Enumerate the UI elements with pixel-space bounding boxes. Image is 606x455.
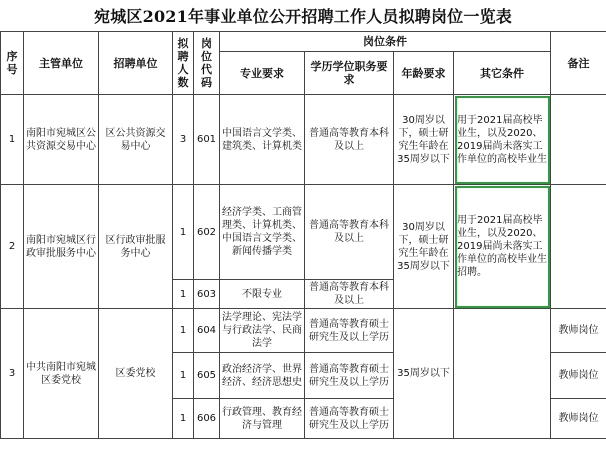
cell-edu[interactable]: 普通高等教育本科及以上 (305, 95, 394, 185)
cell-dept[interactable]: 中共南阳市宛城区委党校 (24, 309, 99, 439)
cell-seq[interactable]: 2 (1, 185, 24, 309)
cell-note[interactable]: 教师岗位 (551, 309, 606, 353)
header-other: 其它条件 (454, 52, 551, 95)
cell-age[interactable]: 30周岁以下，硕士研究生年龄在35周岁以下 (394, 95, 454, 185)
header-note: 备注 (551, 32, 606, 95)
table-row[interactable] (1, 309, 606, 353)
cell-code[interactable]: 606 (194, 399, 220, 439)
cell-unit[interactable]: 区行政审批服务中心 (99, 185, 173, 309)
cell-code[interactable]: 603 (194, 280, 220, 309)
header-unit: 招聘单位 (99, 32, 173, 95)
cell-unit[interactable]: 区委党校 (99, 309, 173, 439)
header-code: 岗位代码 (194, 32, 220, 95)
cell-major[interactable]: 法学理论、宪法学与行政法学、民商法学 (220, 309, 305, 353)
header-row-1 (1, 32, 606, 52)
cell-other[interactable]: 用于2021届高校毕业生，以及2020、2019届尚未落实工作单位的高校毕业生招聘。 (454, 185, 551, 309)
header-age: 年龄要求 (394, 52, 454, 95)
cell-major[interactable]: 行政管理、教育经济与管理 (220, 399, 305, 439)
cell-dept[interactable]: 南阳市宛城区行政审批服务中心 (24, 185, 99, 309)
header-edu: 学历学位职务要求 (305, 52, 394, 95)
page-title: 宛城区2021年事业单位公开招聘工作人员拟聘岗位一览表 (94, 7, 512, 26)
header-major: 专业要求 (220, 52, 305, 95)
cell-major[interactable]: 中国语言文学类、建筑类、计算机类 (220, 95, 305, 185)
cell-edu[interactable]: 普通高等教育本科及以上 (305, 185, 394, 280)
cell-age[interactable]: 35周岁以下 (394, 309, 454, 439)
table-row[interactable] (1, 185, 606, 280)
cell-note[interactable] (551, 95, 606, 185)
cell-unit[interactable]: 区公共资源交易中心 (99, 95, 173, 185)
cell-major[interactable]: 不限专业 (220, 280, 305, 309)
cell-count[interactable]: 1 (173, 280, 194, 309)
cell-code[interactable]: 605 (194, 353, 220, 399)
cell-major[interactable]: 政治经济学、世界经济、经济思想史 (220, 353, 305, 399)
header-dept: 主管单位 (24, 32, 99, 95)
cell-edu[interactable]: 普通高等教育硕士研究生及以上学历 (305, 399, 394, 439)
cell-seq[interactable]: 3 (1, 309, 24, 439)
header-conditions: 岗位条件 (220, 32, 551, 52)
header-seq: 序号 (1, 32, 24, 95)
cell-age[interactable]: 30周岁以下，硕士研究生年龄在35周岁以下 (394, 185, 454, 309)
cell-note[interactable]: 教师岗位 (551, 399, 606, 439)
cell-edu[interactable]: 普通高等教育硕士研究生及以上学历 (305, 353, 394, 399)
cell-code[interactable]: 602 (194, 185, 220, 280)
cell-other[interactable] (454, 309, 551, 439)
cell-code[interactable]: 601 (194, 95, 220, 185)
cell-count[interactable]: 1 (173, 353, 194, 399)
header-count: 拟聘人数 (173, 32, 194, 95)
cell-code[interactable]: 604 (194, 309, 220, 353)
cell-count[interactable]: 3 (173, 95, 194, 185)
cell-edu[interactable]: 普通高等教育硕士研究生及以上学历 (305, 309, 394, 353)
cell-edu[interactable]: 普通高等教育本科及以上 (305, 280, 394, 309)
table-row[interactable] (1, 95, 606, 185)
cell-major[interactable]: 经济学类、工商管理类、计算机类、中国语言文学类、新闻传播学类 (220, 185, 305, 280)
cell-note[interactable] (551, 185, 606, 309)
cell-dept[interactable]: 南阳市宛城区公共资源交易中心 (24, 95, 99, 185)
cell-count[interactable]: 1 (173, 185, 194, 280)
cell-note[interactable]: 教师岗位 (551, 353, 606, 399)
positions-table (0, 31, 606, 439)
cell-other[interactable]: 用于2021届高校毕业生，以及2020、2019届尚未落实工作单位的高校毕业生 (454, 95, 551, 185)
cell-count[interactable]: 1 (173, 399, 194, 439)
cell-seq[interactable]: 1 (1, 95, 24, 185)
cell-count[interactable]: 1 (173, 309, 194, 353)
